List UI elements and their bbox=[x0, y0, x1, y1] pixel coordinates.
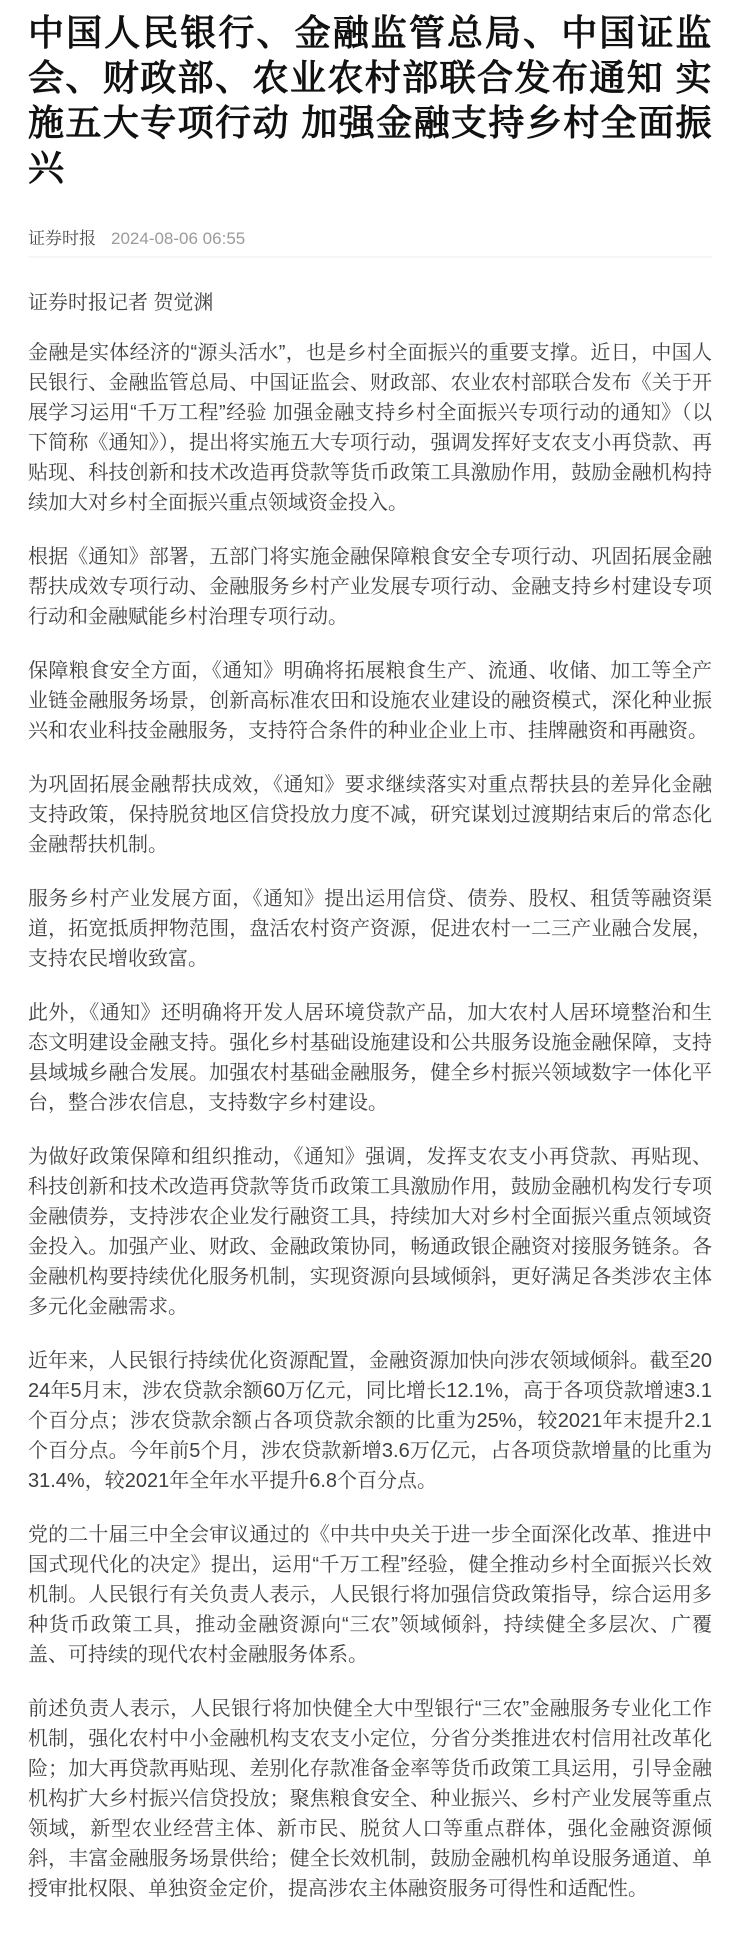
article-source-link[interactable]: 证券时报 bbox=[28, 229, 96, 248]
article-paragraph: 党的二十届三中全会审议通过的《中共中央关于进一步全面深化改革、推进中国式现代化的决定》提出，运用“千万工程”经验，健全推动乡村全面振兴长效机制。人民银行有关负责人表示，人民银行将加强信贷政策指导，综合运用多种货币政策工具，推动金融资源向“三农”领域倾斜，持续健全多层次、广覆盖、可持续的现代农村金融服务体系。 bbox=[28, 1524, 712, 1666]
article-paragraph: 为巩固拓展金融帮扶成效，《通知》要求继续落实对重点帮扶县的差异化金融支持政策，保持脱贫地区信贷投放力度不减，研究谋划过渡期结束后的常态化金融帮扶机制。 bbox=[28, 774, 712, 856]
author-line: 证券时报记者 贺觉渊 bbox=[28, 292, 214, 314]
article-paragraph: 金融是实体经济的“源头活水”，也是乡村全面振兴的重要支撑。近日，中国人民银行、金融监管总局、中国证监会、财政部、农业农村部联合发布《关于开展学习运用“千万工程”经验 加强金融支持乡村全面振兴专项行动的通知》（以下简称《通知》），提出将实施五大专项行动，强调发挥好支农支小再贷款、再贴现、科技创新和技术改造再贷款等货币政策工具激励作用，鼓励金融机构持续加大对乡村全面振兴重点领域资金投入。 bbox=[28, 342, 712, 514]
article-paragraph: 保障粮食安全方面，《通知》明确将拓展粮食生产、流通、收储、加工等全产业链金融服务场景，创新高标准农田和设施农业建设的融资模式，深化种业振兴和农业科技金融服务，支持符合条件的种业企业上市、挂牌融资和再融资。 bbox=[28, 660, 712, 742]
article-paragraph: 近年来，人民银行持续优化资源配置，金融资源加快向涉农领域倾斜。截至2024年5月末，涉农贷款余额60万亿元，同比增长12.1%，高于各项贷款增速3.1个百分点；涉农贷款余额占各项贷款余额的比重为25%，较2021年末提升2.1个百分点。今年前5个月，涉农贷款新增3.6万亿元，占各项贷款增量的比重为31.4%，较2021年全年水平提升6.8个百分点。 bbox=[28, 1350, 712, 1492]
article-paragraph: 此外，《通知》还明确将开发人居环境贷款产品，加大农村人居环境整治和生态文明建设金融支持。强化乡村基础设施建设和公共服务设施金融保障，支持县域城乡融合发展。加强农村基础金融服务，健全乡村振兴领域数字一体化平台，整合涉农信息，支持数字乡村建设。 bbox=[28, 1002, 712, 1114]
header-divider bbox=[28, 256, 712, 258]
article-paragraph: 前述负责人表示，人民银行将加快健全大中型银行“三农”金融服务专业化工作机制，强化农村中小金融机构支农支小定位，分省分类推进农村信用社改革化险；加大再贷款再贴现、差别化存款准备金率等货币政策工具运用，引导金融机构扩大乡村振兴信贷投放；聚焦粮食安全、种业振兴、乡村产业发展等重点领域，新型农业经营主体、新市民、脱贫人口等重点群体，强化金融资源倾斜，丰富金融服务场景供给；健全长效机制，鼓励金融机构单设服务通道、单授审批权限、单独资金定价，提高涉农主体融资服务可得性和适配性。 bbox=[28, 1698, 712, 1900]
article-page bbox=[0, 10, 740, 1934]
publish-timestamp: 2024-08-06 06:55 bbox=[111, 229, 246, 248]
article-paragraph: 服务乡村产业发展方面，《通知》提出运用信贷、债券、股权、租赁等融资渠道，拓宽抵质押物范围，盘活农村资产资源，促进农村一二三产业融合发展，支持农民增收致富。 bbox=[28, 888, 712, 970]
byline bbox=[28, 227, 712, 251]
article-paragraph: 根据《通知》部署，五部门将实施金融保障粮食安全专项行动、巩固拓展金融帮扶成效专项行动、金融服务乡村产业发展专项行动、金融支持乡村建设专项行动和金融赋能乡村治理专项行动。 bbox=[28, 546, 712, 628]
article-body bbox=[28, 338, 712, 1904]
page-title: 中国人民银行、金融监管总局、中国证监会、财政部、农业农村部联合发布通知 实施五大专项行动 加强金融支持乡村全面振兴 bbox=[28, 12, 712, 188]
article-paragraph: 为做好政策保障和组织推动，《通知》强调，发挥支农支小再贷款、再贴现、科技创新和技术改造再贷款等货币政策工具激励作用，鼓励金融机构发行专项金融债券，支持涉农企业发行融资工具，持续加大对乡村全面振兴重点领域资金投入。加强产业、财政、金融政策协同，畅通政银企融资对接服务链条。各金融机构要持续优化服务机制，实现资源向县域倾斜，更好满足各类涉农主体多元化金融需求。 bbox=[28, 1146, 712, 1318]
